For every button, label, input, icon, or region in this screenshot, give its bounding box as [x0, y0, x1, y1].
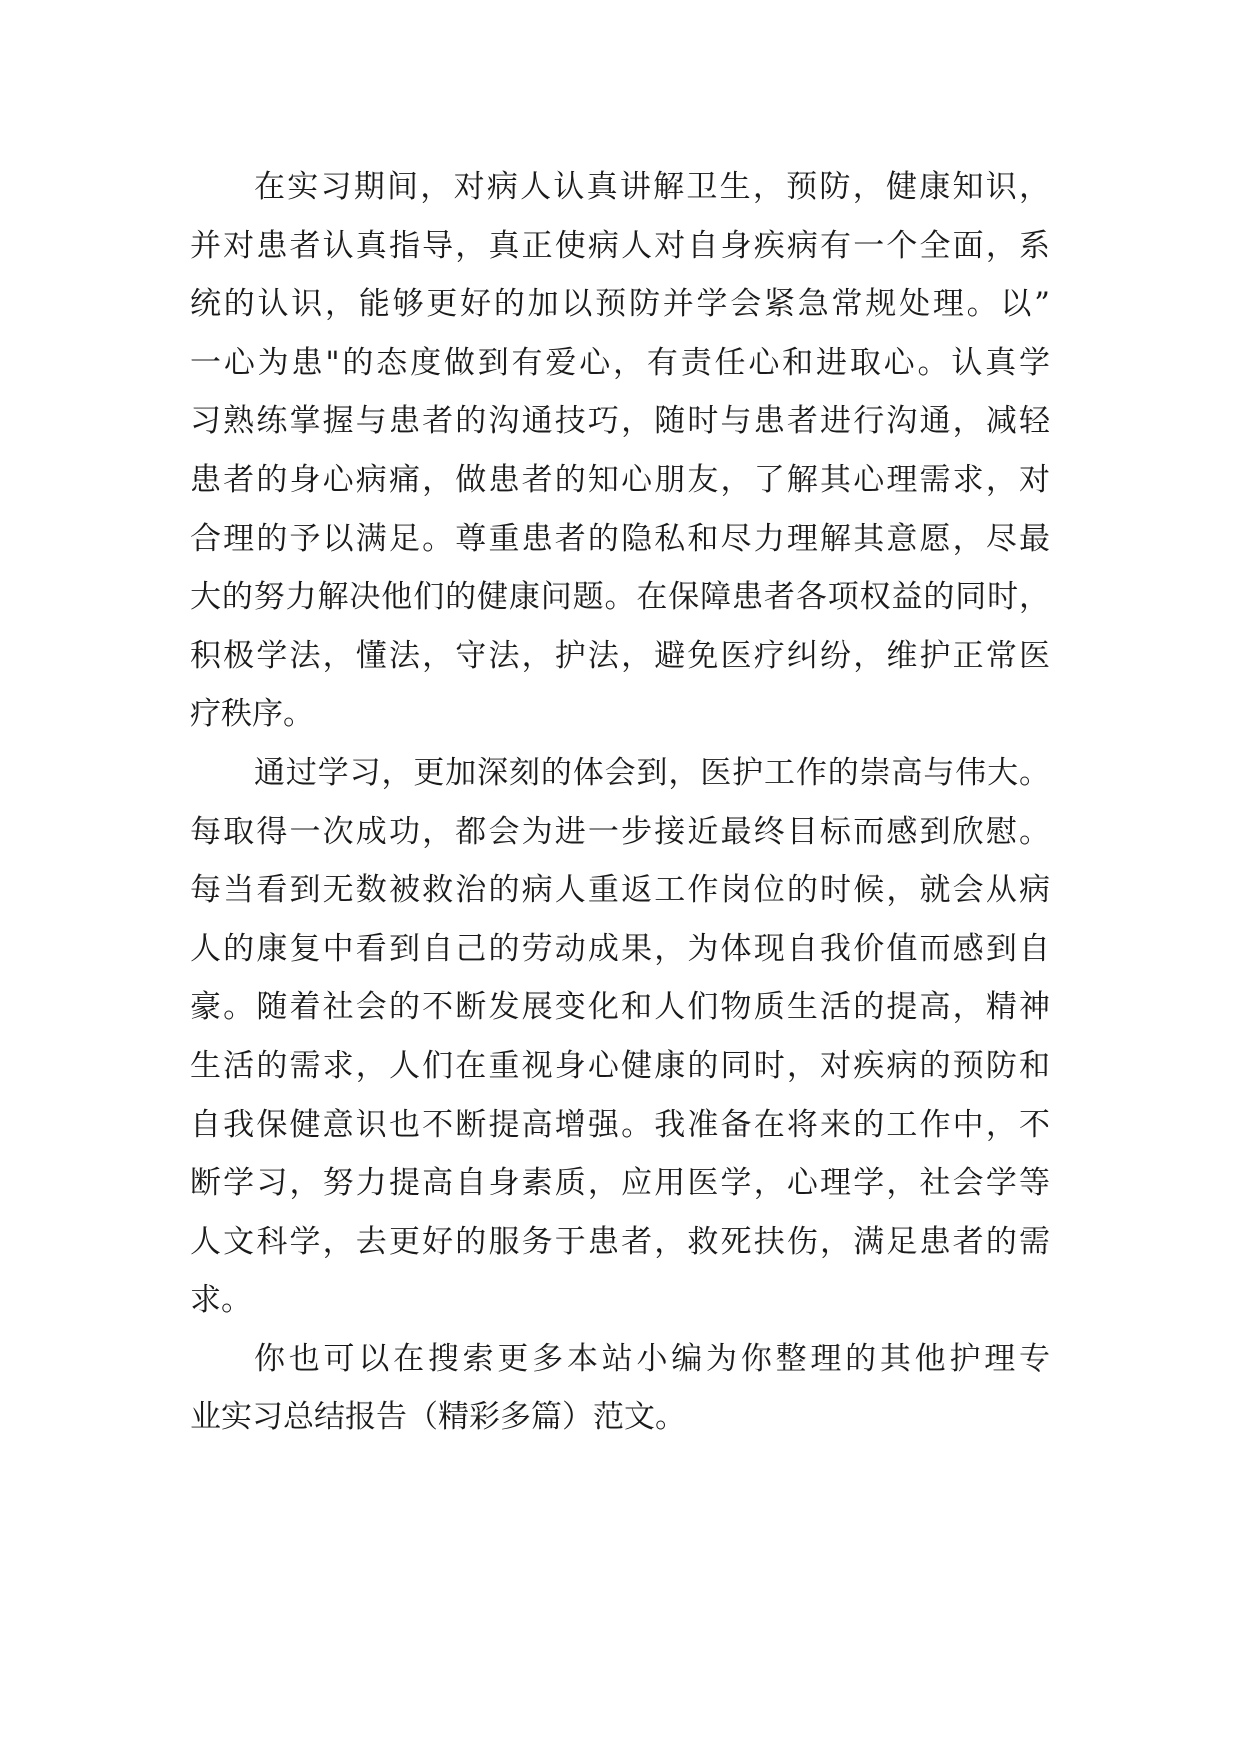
- text-line: 积极学法，懂法，守法，护法，避免医疗纠纷，维护正常医: [190, 637, 1050, 674]
- text-line: 统的认识，能够更好的加以预防并学会紧急常规处理。以”: [190, 286, 1050, 323]
- text-line: 人文科学，去更好的服务于患者，救死扶伤，满足患者的需: [190, 1223, 1050, 1260]
- text-line: 豪。随着社会的不断发展变化和人们物质生活的提高，精神: [190, 989, 1050, 1026]
- text-line: 习熟练掌握与患者的沟通技巧，随时与患者进行沟通，减轻: [190, 403, 1050, 440]
- text-line: 求。: [190, 1282, 252, 1319]
- text-line: 你也可以在搜索更多本站小编为你整理的其他护理专: [254, 1340, 1050, 1377]
- text-line: 并对患者认真指导，真正使病人对自身疾病有一个全面，系: [190, 227, 1050, 264]
- paragraph-3: [190, 1330, 1050, 1447]
- paragraph-1: [190, 158, 1050, 744]
- text-line: 自我保健意识也不断提高增强。我准备在将来的工作中，不: [190, 1106, 1050, 1143]
- text-line: 疗秩序。: [190, 696, 314, 733]
- text-line: 每取得一次成功，都会为进一步接近最终目标而感到欣慰。: [190, 813, 1050, 850]
- paragraph-2: [190, 744, 1050, 1330]
- text-line: 一心为患"的态度做到有爱心，有责任心和进取心。认真学: [190, 344, 1050, 381]
- text-line: 业实习总结报告（精彩多篇）范文。: [190, 1399, 686, 1436]
- document-body: [190, 158, 1050, 1447]
- text-line: 通过学习，更加深刻的体会到，医护工作的崇高与伟大。: [254, 754, 1050, 791]
- text-line: 合理的予以满足。尊重患者的隐私和尽力理解其意愿，尽最: [190, 520, 1050, 557]
- text-line: 大的努力解决他们的健康问题。在保障患者各项权益的同时，: [190, 579, 1050, 616]
- text-line: 断学习，努力提高自身素质，应用医学，心理学，社会学等: [190, 1165, 1050, 1202]
- text-line: 每当看到无数被救治的病人重返工作岗位的时候，就会从病: [190, 872, 1050, 909]
- text-line: 人的康复中看到自己的劳动成果，为体现自我价值而感到自: [190, 930, 1050, 967]
- text-line: 生活的需求，人们在重视身心健康的同时，对疾病的预防和: [190, 1047, 1050, 1084]
- text-line: 患者的身心病痛，做患者的知心朋友，了解其心理需求，对: [190, 461, 1050, 498]
- text-line: 在实习期间，对病人认真讲解卫生，预防，健康知识，: [254, 169, 1050, 205]
